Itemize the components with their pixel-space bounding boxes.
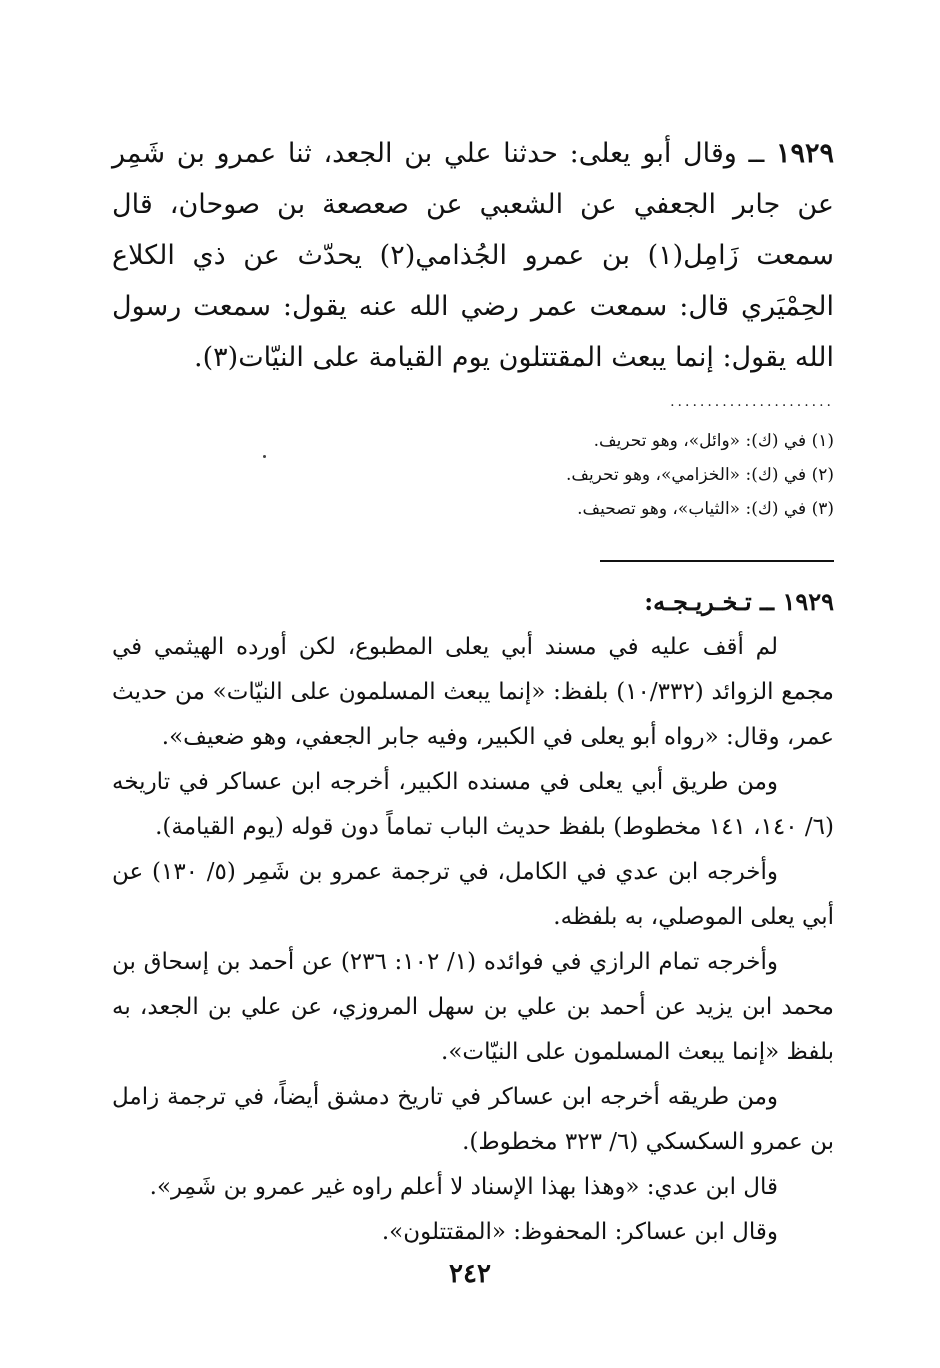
takhrij-paragraph-4: وأخرجه تمام الرازي في فوائده (١/ ١٠٢: ٢٣٦) عن أحمد بن إسحاق بن محمد ابن يزيد عن أحمد بن علي بن سهل المروزي، عن علي بن الجعد، به بلفظ «إنما يبعث المسلمون على النيّات». — [112, 949, 834, 1065]
takhrij-paragraph-5: ومن طريقه أخرجه ابن عساكر في تاريخ دمشق أيضاً، في ترجمة زامل بن عمرو السكسكي (٦/ ٣٢٣ مخطوط). — [112, 1084, 834, 1155]
footnotes — [400, 424, 834, 526]
footnote-3: (٣) في (ك): «الثياب»، وهو تصحيف. — [577, 499, 834, 519]
hadith-body: ــ وقال أبو يعلى: حدثنا علي بن الجعد، ثنا عمرو بن شَمِر عن جابر الجعفي عن الشعبي عن صعصعة بن صوحان، قال سمعت زَامِل(١) بن عمرو الجُذامي(٢) يحدّث عن ذي الكلاع الحِمْيَري قال: سمعت عمر رضي الله عنه يقول: سمعت رسول الله يقول: إنما يبعث المقتتلون يوم القيامة على النيّات(٣). — [112, 138, 835, 373]
footnote-separator-dots: ...................... — [670, 396, 834, 408]
hadith-text-block — [112, 128, 834, 383]
takhrij-body — [112, 625, 834, 1255]
takhrij-paragraph-6: قال ابن عدي: «وهذا بهذا الإسناد لا أعلم راوه غير عمرو بن شَمِر». — [149, 1174, 778, 1200]
footnote-2: (٢) في (ك): «الخزامي»، وهو تحريف. — [565, 465, 834, 485]
takhrij-heading: ١٩٢٩ ــ تـخـريـجـه: — [644, 587, 834, 616]
print-speck — [263, 455, 266, 458]
takhrij-paragraph-3: وأخرجه ابن عدي في الكامل، في ترجمة عمرو بن شَمِر (٥/ ١٣٠) عن أبي يعلى الموصلي، به بلفظه. — [112, 859, 834, 930]
hadith-number: ١٩٢٩ — [775, 138, 834, 169]
section-divider — [600, 560, 834, 562]
takhrij-paragraph-7: وقال ابن عساكر: المحفوظ: «المقتتلون». — [381, 1219, 778, 1245]
page-number: ٢٤٢ — [449, 1259, 491, 1289]
takhrij-paragraph-2: ومن طريق أبي يعلى في مسنده الكبير، أخرجه ابن عساكر في تاريخه (٦/ ١٤٠، ١٤١ مخطوط) بلفظ حديث الباب تماماً دون قوله (يوم القيامة). — [112, 769, 834, 840]
takhrij-paragraph-1: لم أقف عليه في مسند أبي يعلى المطبوع، لكن أورده الهيثمي في مجمع الزوائد (١٠/٣٣٢) بلفظ: «إنما يبعث المسلمون على النيّات» من حديث عمر، وقال: «رواه أبو يعلى في الكبير، وفيه جابر الجعفي، وهو ضعيف». — [112, 634, 835, 750]
footnote-1: (١) في (ك): «وائل»، وهو تحريف. — [593, 431, 834, 451]
hadith-paragraph — [112, 128, 834, 383]
